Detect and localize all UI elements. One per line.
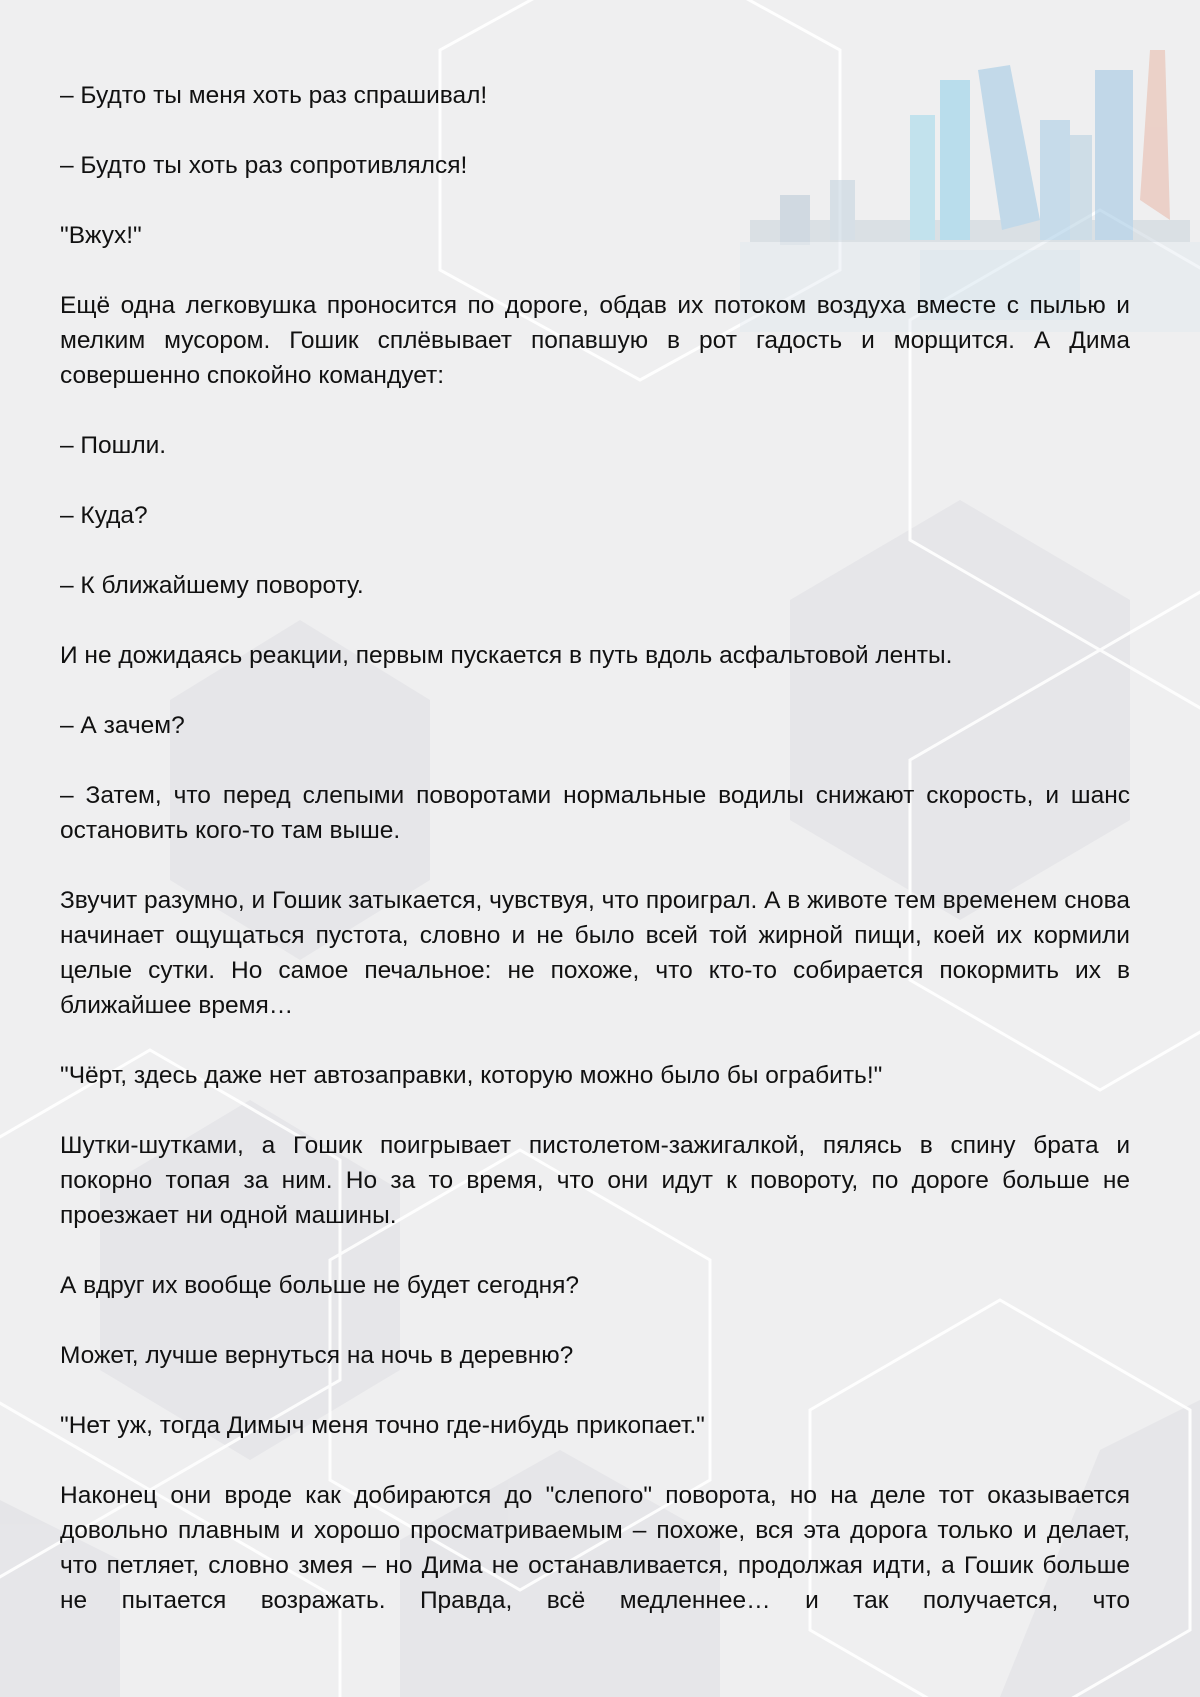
paragraph: – Будто ты меня хоть раз спрашивал! (60, 82, 488, 109)
paragraph: – Будто ты хоть раз сопротивлялся! (60, 152, 468, 179)
paragraph: Наконец они вроде как добираются до "слепого" поворота, но на деле тот оказывается довольно плавным и хорошо просматриваемым – похоже, вся эта дорога только и делает, что петляет, словно змея – но Дима не останавливается, продолжая идти, а Гошик больше не пытается возражать. Правда, всё медленнее… и так получается, что (60, 1482, 1130, 1614)
paragraph: Ещё одна легковушка проносится по дороге, обдав их потоком воздуха вместе с пылью и мелким мусором. Гошик сплёвывает попавшую в рот гадость и морщится. А Дима совершенно спокойно командует: (60, 292, 1130, 389)
paragraph: "Вжух!" (60, 222, 142, 249)
paragraph: – К ближайшему повороту. (60, 572, 364, 599)
paragraph: Звучит разумно, и Гошик затыкается, чувствуя, что проиграл. А в животе тем временем снова начинает ощущаться пустота, словно и не было всей той жирной пищи, коей их кормили целые сутки. Но самое печальное: не похоже, что кто-то собирается покормить их в ближайшее время… (60, 887, 1130, 1019)
paragraph: – Куда? (60, 502, 148, 529)
paragraph: А вдруг их вообще больше не будет сегодня? (60, 1272, 579, 1299)
document-page (60, 78, 1130, 1618)
paragraph: – Затем, что перед слепыми поворотами нормальные водилы снижают скорость, и шанс остановить кого-то там выше. (60, 782, 1130, 844)
paragraph: "Нет уж, тогда Димыч меня точно где-нибудь прикопает." (60, 1412, 705, 1439)
paragraph: И не дожидаясь реакции, первым пускается в путь вдоль асфальтовой ленты. (60, 642, 953, 669)
paragraph: "Чёрт, здесь даже нет автозаправки, которую можно было бы ограбить!" (60, 1062, 883, 1089)
paragraph: Может, лучше вернуться на ночь в деревню? (60, 1342, 574, 1369)
paragraph: Шутки-шутками, а Гошик поигрывает пистолетом-зажигалкой, пялясь в спину брата и покорно топая за ним. Но за то время, что они идут к повороту, по дороге больше не проезжает ни одной машины. (60, 1132, 1130, 1229)
paragraph: – Пошли. (60, 432, 167, 459)
paragraph: – А зачем? (60, 712, 185, 739)
